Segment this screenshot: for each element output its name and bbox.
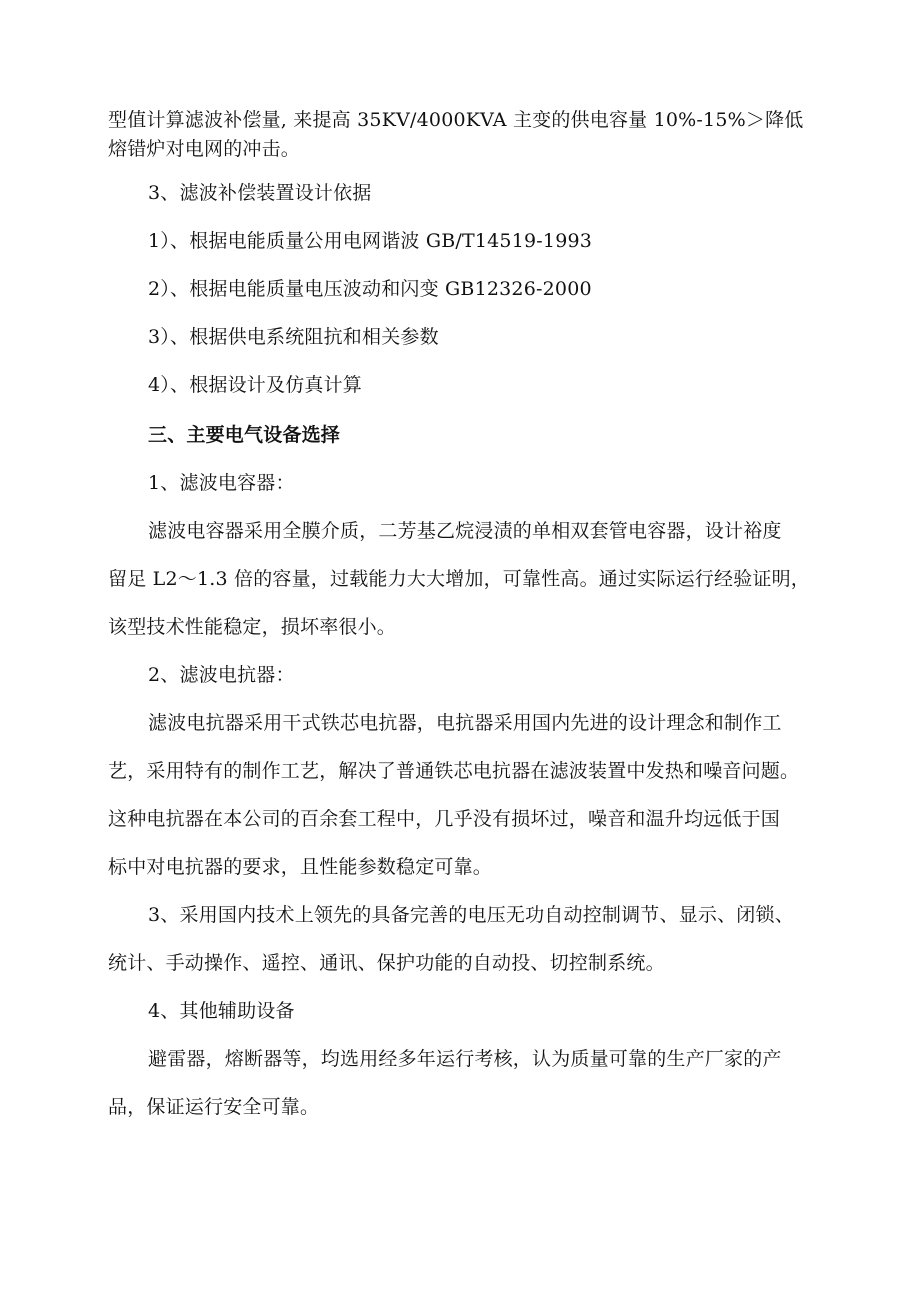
paragraph-line: 标中对电抗器的要求，且性能参数稳定可靠。 xyxy=(108,856,493,878)
paragraph-line: 留足 L2～1.3 倍的容量，过载能力大大增加，可靠性高。通过实际运行经验证明， xyxy=(108,568,811,590)
paragraph-line: 这种电抗器在本公司的百余套工程中，几乎没有损坏过，噪音和温升均远低于国 xyxy=(108,808,781,830)
list-item: 3）、根据供电系统阻抗和相关参数 xyxy=(148,326,439,348)
paragraph-line: 熔错炉对电网的冲击。 xyxy=(108,138,301,160)
list-item: 2）、根据电能质量电压波动和闪变 GB12326-2000 xyxy=(148,278,592,300)
paragraph-line: 滤波电抗器采用干式铁芯电抗器，电抗器采用国内先进的设计理念和制作工 xyxy=(148,712,782,734)
paragraph-line: 统计、手动操作、遥控、通讯、保护功能的自动投、切控制系统。 xyxy=(108,952,665,974)
paragraph-line: 型值计算滤波补偿量, 来提高 35KV/4000KVA 主变的供电容量 10%-15%＞降低 xyxy=(108,109,804,131)
paragraph-line: 避雷器，熔断器等，均选用经多年运行考核，认为质量可靠的生产厂家的产 xyxy=(148,1048,782,1070)
list-item: 1）、根据电能质量公用电网谐波 GB/T14519-1993 xyxy=(148,230,593,252)
paragraph-line: 该型技术性能稳定，损坏率很小。 xyxy=(108,616,397,638)
paragraph-line: 3、采用国内技术上领先的具备完善的电压无功自动控制调节、显示、闭锁、 xyxy=(148,904,794,926)
subsection-heading: 4、其他辅助设备 xyxy=(148,1000,295,1022)
paragraph-line: 品，保证运行安全可靠。 xyxy=(108,1096,320,1118)
paragraph-line: 艺，采用特有的制作工艺，解决了普通铁芯电抗器在滤波装置中发热和噪音问题。 xyxy=(108,760,800,782)
section-heading: 3、滤波补偿装置设计依据 xyxy=(148,182,372,204)
list-item: 4）、根据设计及仿真计算 xyxy=(148,374,362,396)
subsection-heading: 2、滤波电抗器： xyxy=(148,664,295,686)
paragraph-line: 滤波电容器采用全膜介质，二芳基乙烷浸渍的单相双套管电容器，设计裕度 xyxy=(148,520,782,542)
subsection-heading: 1、滤波电容器： xyxy=(148,472,295,494)
chapter-heading: 三、主要电气设备选择 xyxy=(148,424,341,446)
